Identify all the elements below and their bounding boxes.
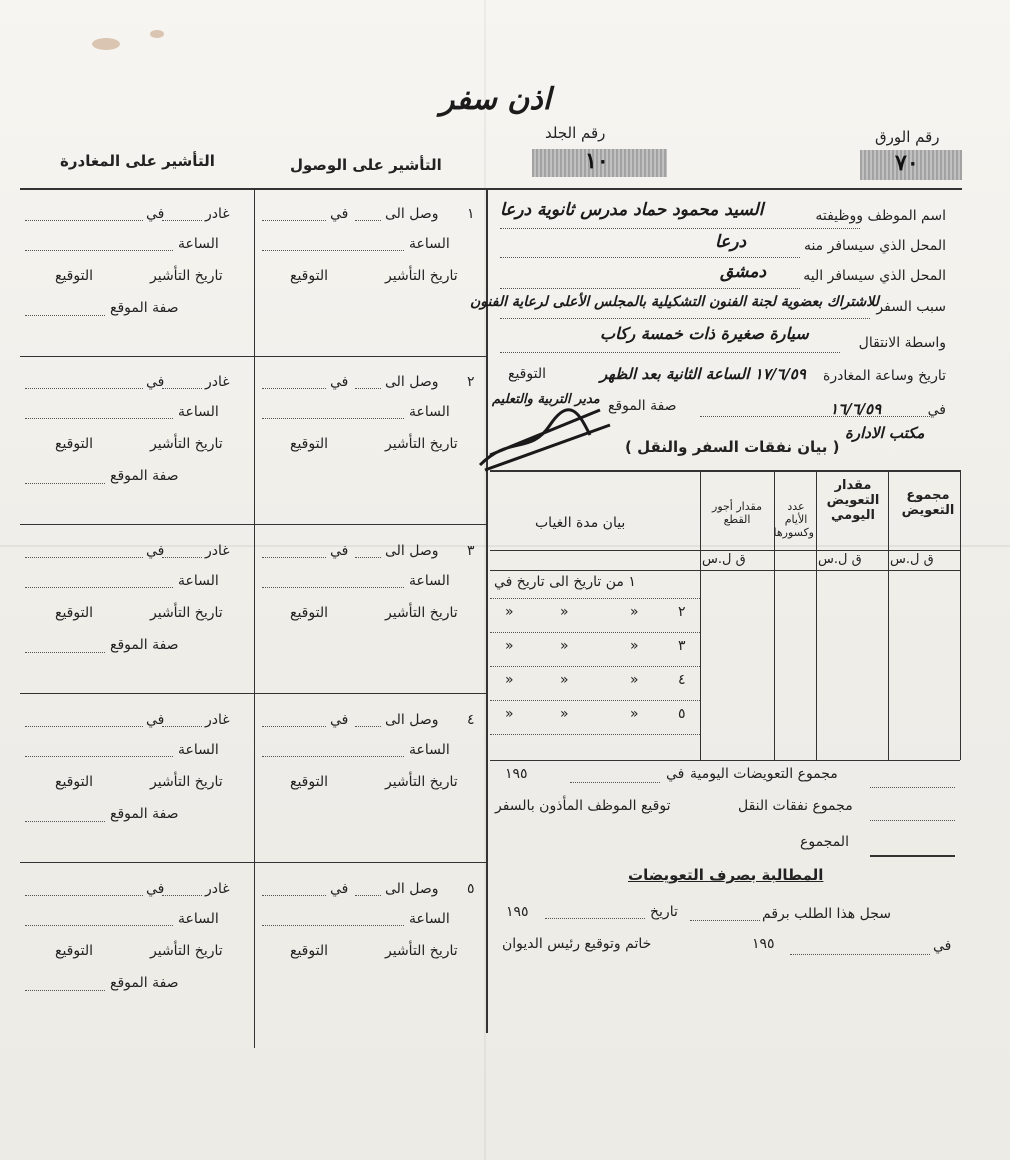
stain [150,30,164,38]
fill-line [162,557,202,558]
row-line [490,734,700,735]
in-label: في [146,374,165,390]
fill-line [162,388,202,389]
fill-line [162,220,202,221]
ditto-mark: « [630,604,639,620]
ditto-mark: « [560,604,569,620]
ditto-mark: « [505,672,514,688]
in-label: في [330,881,349,897]
total-daily-label: مجموع التعويضات اليومية [690,766,838,782]
table-bottom [490,760,960,761]
fill-line [570,782,660,783]
visa-date-label: تاريخ التأشير [150,774,223,790]
table-head-line [490,570,960,571]
page-value: ٧٠ [895,150,919,176]
signature-label: التوقيع [508,366,546,382]
transport-label: واسطة الانتقال [858,335,946,351]
grand-total-label: المجموع [800,834,849,850]
claim-year-prefix: ١٩٥ [506,904,529,920]
signature-label: التوقيع [290,268,328,284]
col-fare-header: مقدار أجور القطع [712,500,762,526]
ditto-mark: « [505,638,514,654]
signature-label: التوقيع [55,268,93,284]
hour-label: الساعة [178,236,219,252]
departed-label: غادر [205,712,230,728]
arrived-label: وصل الى [385,881,439,897]
fill-line [500,352,840,353]
in-value: ١٦/٦/٥٩ [830,400,882,418]
claim-year-prefix-2: ١٩٥ [752,936,775,952]
visa-date-label: تاريخ التأشير [385,436,458,452]
fill-line [790,954,930,955]
ditto-mark: « [630,672,639,688]
col-daily-header: مقدار التعويض اليومي [826,478,880,523]
fill-line [262,895,326,896]
fill-line [355,388,381,389]
visa-divider [20,356,486,357]
visa-date-label: تاريخ التأشير [150,605,223,621]
claim-heading: المطالبة بصرف التعويضات [628,866,824,884]
volume-value: ١٠ [585,148,609,174]
signer-title-label: صفة الموقع [608,398,677,414]
fill-line [500,257,800,258]
visa-number: ١ [467,206,475,222]
col-total-header: مجموع التعويض [901,488,955,518]
visa-date-label: تاريخ التأشير [150,436,223,452]
departure-date-label: تاريخ وساعة المغادرة [823,368,946,384]
volume-label: رقم الجلد [545,124,606,142]
visa-divider [20,524,486,525]
fill-line [25,220,143,221]
signature-label: التوقيع [290,943,328,959]
page-label: رقم الورق [875,128,940,146]
fill-line [262,587,404,588]
visa-date-label: تاريخ التأشير [385,605,458,621]
fill-line [262,250,404,251]
hour-label: الساعة [409,236,450,252]
fill-line [262,557,326,558]
signature-scribble [470,395,630,475]
fill-line [262,418,404,419]
arrived-label: وصل الى [385,374,439,390]
row-line [490,598,700,599]
admin-office-value: مكتب الادارة [845,424,925,442]
table-head-line [490,550,960,551]
in-label: في [666,766,685,782]
fill-line [500,288,800,289]
row-line [490,666,700,667]
year-prefix: ١٩٥ [505,766,528,782]
fill-line [25,726,143,727]
absence-row-number: ٣ [678,638,686,654]
signature-label: التوقيع [55,943,93,959]
departed-label: غادر [205,206,230,222]
fill-line [262,756,404,757]
to-label: المحل الذي سيسافر اليه [803,268,946,284]
table-edge [960,470,961,760]
in-label: في [146,206,165,222]
ditto-mark: « [560,638,569,654]
signature-label: التوقيع [290,605,328,621]
fill-line [25,587,173,588]
ditto-mark: « [505,604,514,620]
visa-number: ٥ [467,881,475,897]
stamp-label: خاتم وتوقيع رئيس الديوان [502,936,652,952]
visa-number: ٣ [467,543,475,559]
ditto-mark: « [630,638,639,654]
signer-label: صفة الموقع [110,468,179,484]
column-divider [254,188,255,1048]
signer-title-value: مدير التربية والتعليم [492,392,600,407]
ditto-mark: « [630,706,639,722]
currency-label: ق ل.س [890,552,934,567]
frame-top [20,188,962,190]
authorized-signature-label: توقيع الموظف المأذون بالسفر [495,798,671,814]
in-label: في [146,543,165,559]
departure-date-value: ١٧/٦/٥٩ الساعة الثانية بعد الظهر [600,365,806,383]
currency-label: ق ل.س [818,552,862,567]
fill-line [25,652,105,653]
in-label: في [146,712,165,728]
claim-date-label: تاريخ [650,904,678,920]
employee-name-value: السيد محمود حماد مدرس ثانوية درعا [500,200,764,220]
hour-label: الساعة [178,404,219,420]
visa-date-label: تاريخ التأشير [385,943,458,959]
total-transport-label: مجموع نفقات النقل [738,798,853,814]
fill-line [262,220,326,221]
departed-label: غادر [205,543,230,559]
ditto-mark: « [560,672,569,688]
hour-label: الساعة [178,911,219,927]
absence-row-number: ٥ [678,706,686,722]
in-label: في [330,712,349,728]
visa-number: ٤ [467,712,475,728]
hour-label: الساعة [178,742,219,758]
absence-row-number: ٢ [678,604,686,620]
signature-label: التوقيع [290,436,328,452]
hour-label: الساعة [409,911,450,927]
fill-line [25,756,173,757]
fill-line [355,895,381,896]
arrived-label: وصل الى [385,543,439,559]
table-col [700,470,701,760]
fill-line [25,821,105,822]
col-days-header: عدد الأيام وكسورها [773,500,814,539]
fill-line [870,820,955,821]
hour-label: الساعة [178,573,219,589]
in-label: في [330,206,349,222]
col-absence-header: بيان مدة الغياب [535,515,626,531]
signer-label: صفة الموقع [110,637,179,653]
arrived-label: وصل الى [385,206,439,222]
table-col [816,470,817,760]
visa-date-label: تاريخ التأشير [150,943,223,959]
in-label: في [146,881,165,897]
fill-line [262,925,404,926]
stain [92,38,120,50]
table-col [774,470,775,760]
fill-line [25,925,173,926]
table-col [888,470,889,760]
from-label: المحل الذي سيسافر منه [803,238,946,254]
fill-line [25,895,143,896]
row-line [490,632,700,633]
in-label: في [927,402,946,418]
expenses-heading: ( بيان نفقات السفر والنقل ) [625,438,840,456]
signature-label: التوقيع [55,605,93,621]
fill-line [25,483,105,484]
fill-line [25,557,143,558]
fill-line [262,726,326,727]
fill-line [25,990,105,991]
to-value: دمشق [720,262,767,282]
fill-line [162,895,202,896]
row-line [490,700,700,701]
fill-line [500,318,870,319]
fill-line [500,228,860,229]
departed-label: غادر [205,881,230,897]
ditto-mark: « [560,706,569,722]
signature-label: التوقيع [55,436,93,452]
arrival-heading: التأشير على الوصول [290,156,442,174]
visa-date-label: تاريخ التأشير [385,774,458,790]
registered-label: سجل هذا الطلب برقم [762,906,891,922]
signature-label: التوقيع [290,774,328,790]
fill-line [355,220,381,221]
fill-line [262,388,326,389]
fill-line [355,557,381,558]
fill-line [545,918,645,919]
hour-label: الساعة [409,742,450,758]
fill-line [355,726,381,727]
visa-number: ٢ [467,374,475,390]
transport-value: سيارة صغيرة ذات خمسة ركاب [600,324,809,343]
visa-divider [20,693,486,694]
reason-label: سبب السفر [876,299,946,315]
signer-label: صفة الموقع [110,806,179,822]
signer-label: صفة الموقع [110,975,179,991]
ditto-mark: « [505,706,514,722]
signer-label: صفة الموقع [110,300,179,316]
hour-label: الساعة [409,404,450,420]
arrived-label: وصل الى [385,712,439,728]
fill-line [690,920,760,921]
in-label: في [330,374,349,390]
visa-date-label: تاريخ التأشير [385,268,458,284]
fill-line [870,787,955,788]
hour-label: الساعة [409,573,450,589]
fill-line [162,726,202,727]
departure-heading: التأشير على المغادرة [60,152,215,170]
claim-in-label: في [933,938,952,954]
fill-line [25,250,173,251]
fill-line [700,416,930,417]
fill-line [25,418,173,419]
employee-name-label: اسم الموظف ووظيفته [815,208,946,224]
from-value: درعا [715,232,747,252]
fill-line [25,315,105,316]
absence-row-number: ٤ [678,672,686,688]
currency-label: ق ل.س [702,552,746,567]
table-top [490,470,960,472]
in-label: في [330,543,349,559]
grand-total-line [870,855,955,857]
visa-divider [20,862,486,863]
fill-line [25,388,143,389]
absence-row-1: ١ من تاريخ الى تاريخ في [494,574,636,590]
visa-date-label: تاريخ التأشير [150,268,223,284]
column-divider [486,188,488,1033]
signature-label: التوقيع [55,774,93,790]
reason-value: للاشتراك بعضوية لجنة الفنون التشكيلية بالمجلس الأعلى لرعاية الفنون [470,294,879,310]
document-title: اذن سفر [440,82,552,117]
departed-label: غادر [205,374,230,390]
